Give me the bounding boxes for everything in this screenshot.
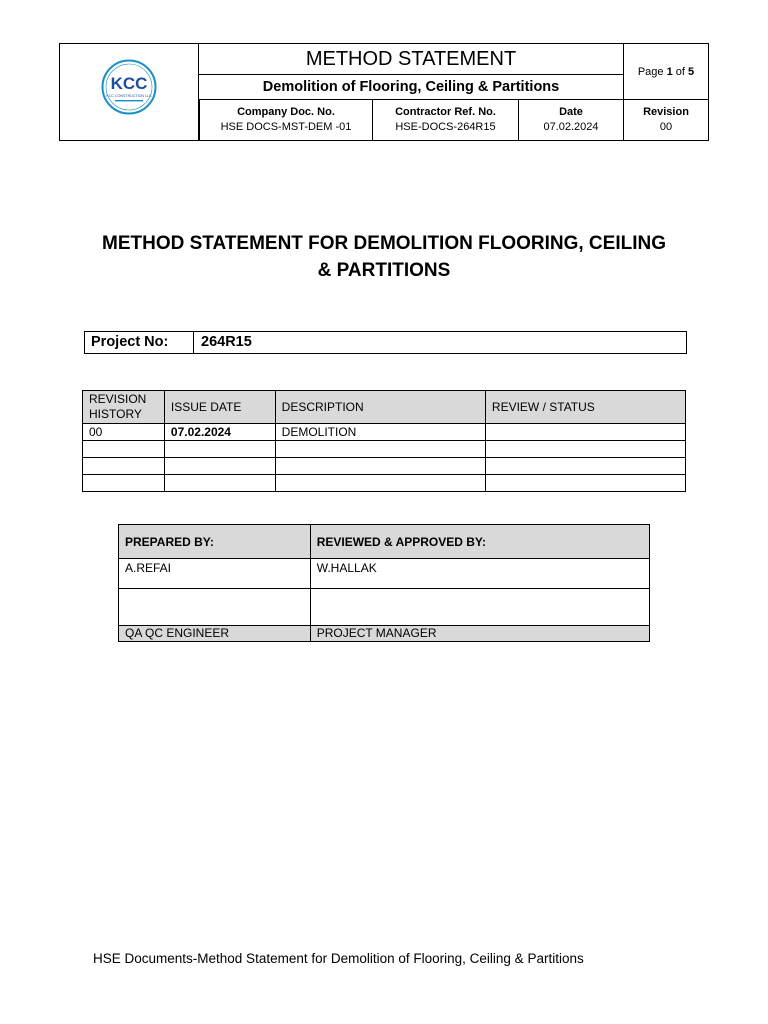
approver-signature xyxy=(310,589,649,626)
table-cell xyxy=(275,475,485,492)
table-cell: 00 xyxy=(83,424,165,441)
table-header-row xyxy=(119,525,650,559)
logo-cell xyxy=(60,44,199,140)
table-cell xyxy=(485,441,685,458)
col-header-description: DESCRIPTION xyxy=(275,391,485,424)
header-subtitle: Demolition of Flooring, Ceiling & Partitions xyxy=(199,75,623,100)
doc-date xyxy=(518,100,623,140)
main-title-line1: METHOD STATEMENT FOR DEMOLITION FLOORING, CEILING xyxy=(102,233,666,254)
page-total: 5 xyxy=(688,65,695,78)
approver-name: W.HALLAK xyxy=(310,559,649,589)
main-title-line2: & PARTITIONS xyxy=(317,260,451,281)
meta-label: Date xyxy=(559,106,583,118)
logo-caption: KCC CONSTRUCTION LLC xyxy=(106,94,152,98)
table-cell xyxy=(275,441,485,458)
table-cell xyxy=(164,458,275,475)
project-label: Project No: xyxy=(91,334,169,350)
meta-value: HSE-DOCS-264R15 xyxy=(395,121,496,133)
col-header-issue-date: ISSUE DATE xyxy=(164,391,275,424)
meta-value: HSE DOCS-MST-DEM -01 xyxy=(220,121,352,133)
table-cell xyxy=(83,441,165,458)
table-cell xyxy=(164,441,275,458)
contractor-ref-no xyxy=(372,100,518,140)
table-cell xyxy=(83,475,165,492)
table-row xyxy=(83,458,686,475)
table-row xyxy=(83,441,686,458)
table-cell xyxy=(485,458,685,475)
doc-revision xyxy=(623,100,708,140)
meta-label: Contractor Ref. No. xyxy=(395,106,496,118)
project-number-row xyxy=(84,331,687,354)
main-title xyxy=(60,230,708,284)
preparer-name: A.REFAI xyxy=(119,559,311,589)
approver-role: PROJECT MANAGER xyxy=(310,626,649,642)
meta-label: Revision xyxy=(643,106,689,118)
table-header-row xyxy=(83,391,686,424)
col-header-reviewed-approved-by: REVIEWED & APPROVED BY: xyxy=(310,525,649,559)
table-cell xyxy=(83,458,165,475)
meta-value: 07.02.2024 xyxy=(543,121,599,133)
signature-table xyxy=(118,524,650,642)
col-header-revision-history: REVISION HISTORY xyxy=(83,391,165,424)
table-row xyxy=(83,475,686,492)
table-row xyxy=(119,626,650,642)
revision-history-table xyxy=(82,390,686,492)
project-value: 264R15 xyxy=(201,334,252,350)
page-of: of xyxy=(675,65,685,78)
table-cell xyxy=(485,424,685,441)
page-footer: HSE Documents-Method Statement for Demolition of Flooring, Ceiling & Partitions xyxy=(93,951,584,966)
table-cell xyxy=(164,475,275,492)
company-logo xyxy=(100,58,158,116)
meta-value: 00 xyxy=(659,121,673,133)
table-cell: DEMOLITION xyxy=(275,424,485,441)
page-current: 1 xyxy=(666,65,673,78)
preparer-role: QA QC ENGINEER xyxy=(119,626,311,642)
table-row xyxy=(119,559,650,589)
col-header-prepared-by: PREPARED BY: xyxy=(119,525,311,559)
company-doc-no xyxy=(199,100,372,140)
preparer-signature xyxy=(119,589,311,626)
table-row xyxy=(83,424,686,441)
document-header xyxy=(59,43,709,141)
logo-letters: KCC xyxy=(110,74,148,93)
header-title: METHOD STATEMENT xyxy=(199,44,623,75)
page-prefix: Page xyxy=(637,65,664,78)
col-header-review-status: REVIEW / STATUS xyxy=(485,391,685,424)
divider xyxy=(193,332,194,353)
signature-row xyxy=(119,589,650,626)
meta-label: Company Doc. No. xyxy=(237,106,335,118)
table-cell xyxy=(275,458,485,475)
page-indicator xyxy=(623,44,708,100)
table-cell: 07.02.2024 xyxy=(164,424,275,441)
table-cell xyxy=(485,475,685,492)
